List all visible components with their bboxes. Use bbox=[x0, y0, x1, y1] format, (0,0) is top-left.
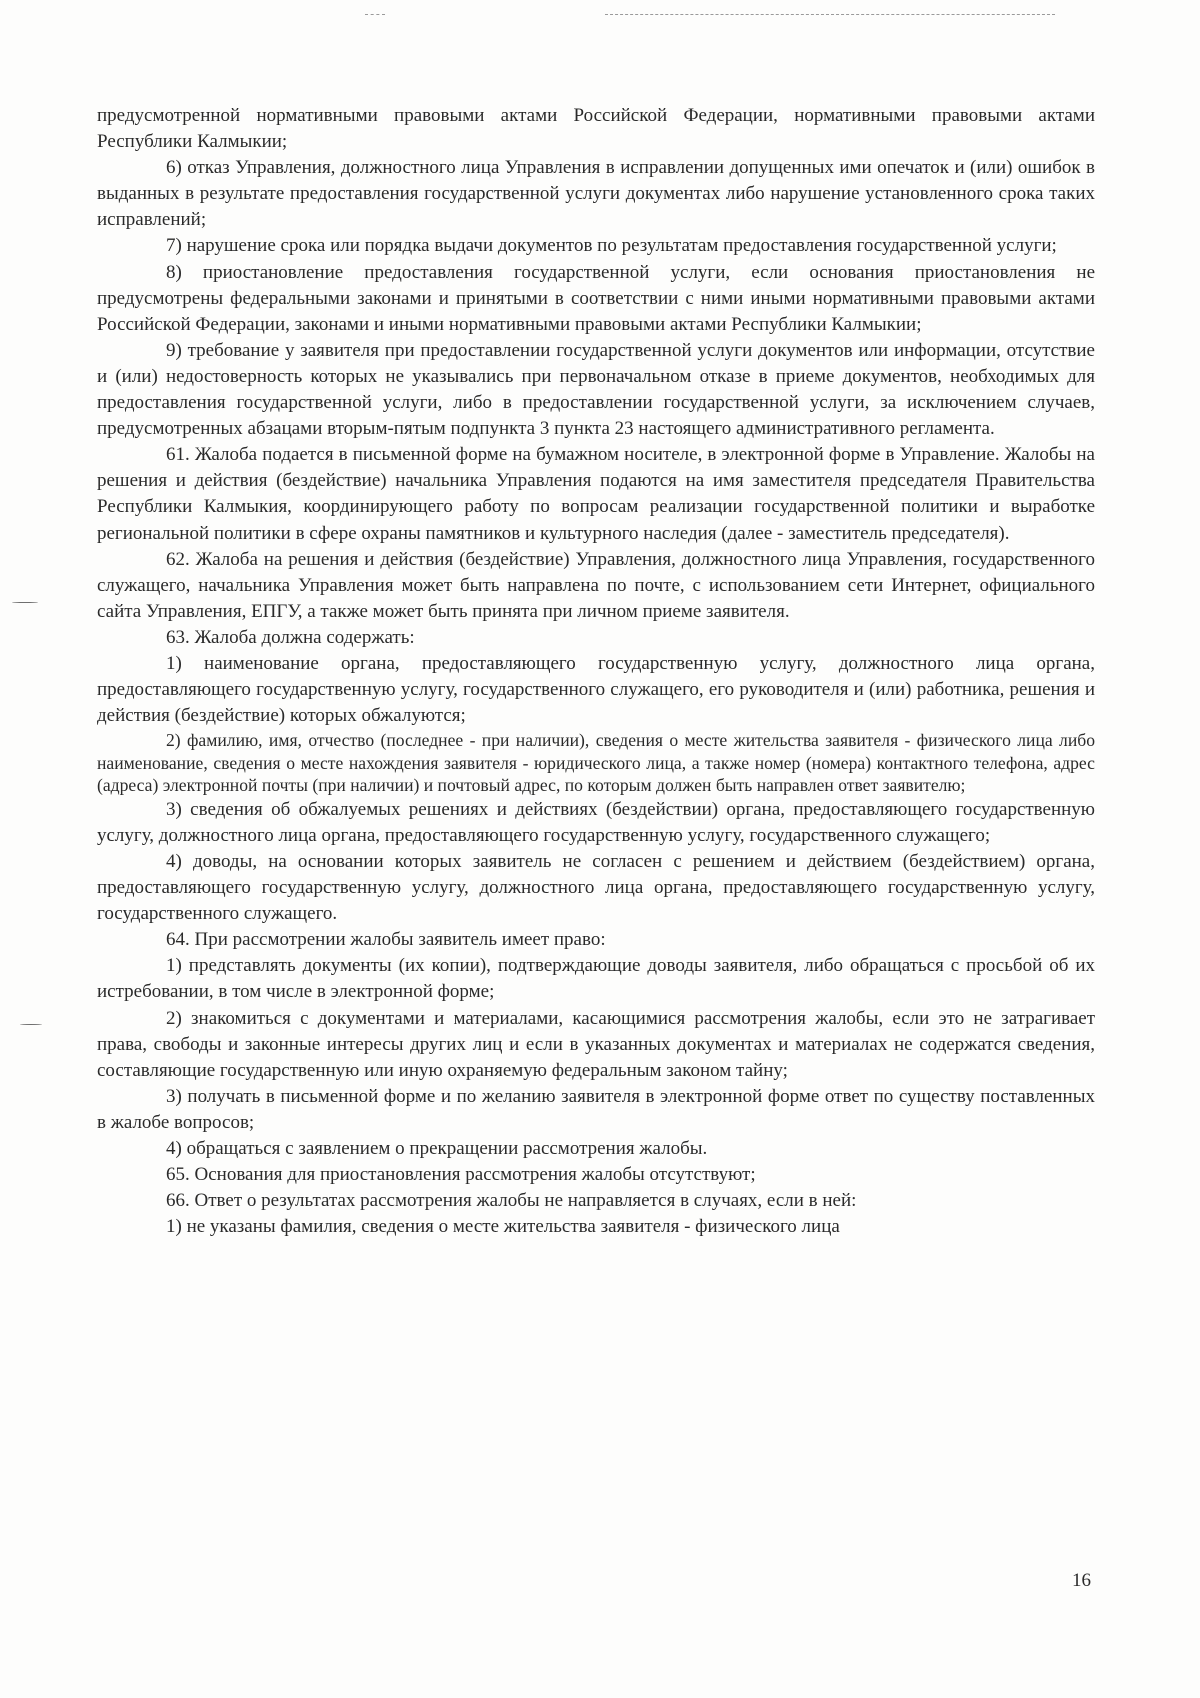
clause-63-item-2: 2) фамилию, имя, отчество (последнее - при наличии), сведения о месте жительства заявителя - физического лица либо наименование, сведения о месте нахождения заявителя - юридического лица, а также номер (номера) контактного телефона, адрес (адреса) электронной почты (при наличии) и почтовый адрес, по которым должен быть направлен ответ заявителю; bbox=[97, 730, 1095, 796]
clause-64-item-4: 4) обращаться с заявлением о прекращении рассмотрения жалобы. bbox=[166, 1137, 708, 1159]
scan-artifact-margin-mark bbox=[12, 602, 38, 603]
clause-63-item-4: 4) доводы, на основании которых заявитель не согласен с решением и действием (бездействием) органа, предоставляющего государственную услугу, должностного лица органа, предоставляющего государственную услугу, государственного служащего. bbox=[97, 850, 1095, 925]
document-body bbox=[97, 103, 1095, 1240]
clause-65: 65. Основания для приостановления рассмотрения жалобы отсутствуют; bbox=[166, 1164, 756, 1186]
clause-61: 61. Жалоба подается в письменной форме на бумажном носителе, в электронной форме в Управление. Жалобы на решения и действия (бездействие) начальника Управления подаются на имя заместителя председателя Правительства Республики Калмыкия, координирующего работу по вопросам реализации государственной политики и выработке региональной политики в сфере охраны памятников и культурного наследия (далее - заместитель председателя). bbox=[97, 444, 1095, 544]
list-item-9: 9) требование у заявителя при предоставлении государственной услуги документов или информации, отсутствие и (или) недостоверность которых не указывались при первоначальном отказе в приеме документов, необходимых для предоставления государственной услуги, либо в предоставлении государственной услуги, за исключением случаев, предусмотренных абзацами вторым-пятым подпункта 3 пункта 23 настоящего административного регламента. bbox=[97, 339, 1095, 440]
clause-63-item-1: 1) наименование органа, предоставляющего государственную услугу, должностного лица органа, предоставляющего государственную услугу, государственного служащего, его руководителя и (или) работника, решения и действия (бездействие) которых обжалуются; bbox=[97, 652, 1095, 727]
clause-66: 66. Ответ о результатах рассмотрения жалобы не направляется в случаях, если в ней: bbox=[166, 1190, 857, 1212]
scan-artifact-top-left bbox=[365, 14, 385, 15]
clause-63: 63. Жалоба должна содержать: bbox=[166, 626, 415, 648]
clause-64-item-2: 2) знакомиться с документами и материалами, касающимися рассмотрения жалобы, если это не затрагивает права, свободы и законные интересы других лиц и если в указанных документах и материалах не содержатся сведения, составляющие государственную или иную охраняемую федеральным законом тайну; bbox=[97, 1007, 1095, 1081]
clause-64-item-3: 3) получать в письменной форме и по желанию заявителя в электронной форме ответ по существу поставленных в жалобе вопросов; bbox=[97, 1085, 1095, 1133]
list-item-6: 6) отказ Управления, должностного лица Управления в исправлении допущенных ими опечаток и (или) ошибок в выданных в результате предоставления государственной услуги документах либо нарушение установленного срока таких исправлений; bbox=[97, 157, 1095, 231]
clause-64-item-1: 1) представлять документы (их копии), подтверждающие доводы заявителя, либо обращаться с просьбой об их истребовании, в том числе в электронной форме; bbox=[97, 955, 1095, 1003]
scan-artifact-top-right bbox=[605, 14, 1055, 15]
clause-63-item-3: 3) сведения об обжалуемых решениях и действиях (бездействии) органа, предоставляющего государственную услугу, должностного лица органа, предоставляющего государственную услугу, государственного служащего; bbox=[97, 798, 1095, 846]
paragraph-continuation: предусмотренной нормативными правовыми актами Российской Федерации, нормативными правовыми актами Республики Калмыкии; bbox=[97, 105, 1095, 153]
clause-64: 64. При рассмотрении жалобы заявитель имеет право: bbox=[166, 929, 606, 951]
clause-66-item-1: 1) не указаны фамилия, сведения о месте жительства заявителя - физического лица bbox=[166, 1216, 840, 1238]
clause-62: 62. Жалоба на решения и действия (бездействие) Управления, должностного лица Управления, государственного служащего, начальника Управления может быть направлена по почте, с использованием сети Интернет, официального сайта Управления, ЕПГУ, а также может быть принята при личном приеме заявителя. bbox=[97, 548, 1095, 622]
scan-artifact-margin-mark bbox=[20, 1024, 42, 1025]
list-item-8: 8) приостановление предоставления государственной услуги, если основания приостановления не предусмотрены федеральными законами и принятыми в соответствии с ними иными нормативными правовыми актами Российской Федерации, законами и иными нормативными правовыми актами Республики Калмыкии; bbox=[97, 261, 1095, 335]
list-item-7: 7) нарушение срока или порядка выдачи документов по результатам предоставления государственной услуги; bbox=[166, 235, 1057, 257]
page-number: 16 bbox=[1072, 1570, 1091, 1591]
